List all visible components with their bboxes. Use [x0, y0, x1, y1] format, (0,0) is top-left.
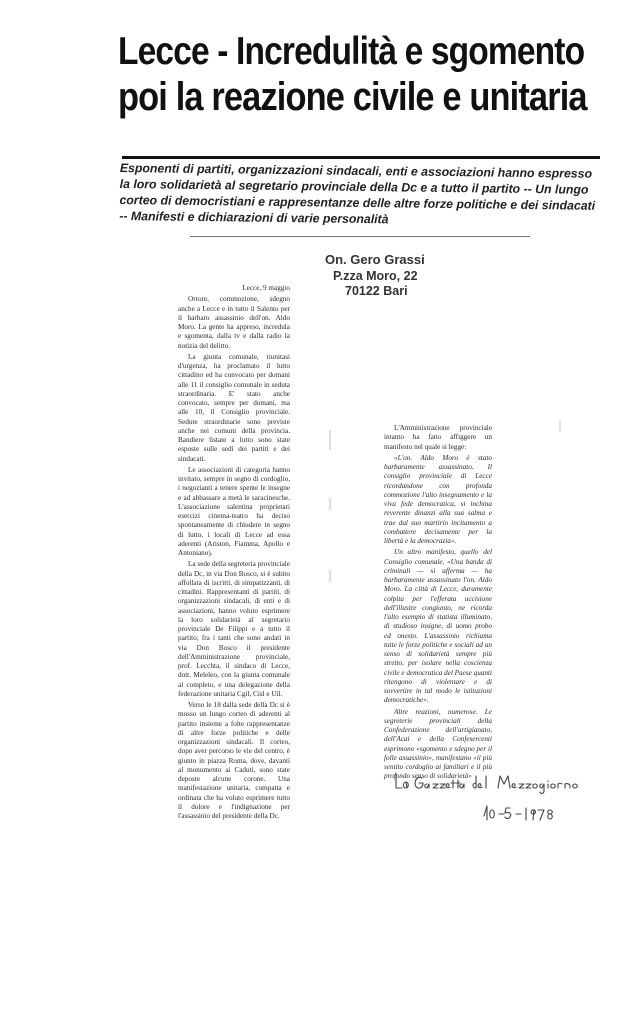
subheadline: Esponenti di partiti, organizzazioni sindacali, enti e associazioni hanno espresso la loro solidarietà al segretario provinciale della Dc e a tutto il partito -- Un lungo corteo di democristiani e rappresentanze delle altre forze politiche e dei sindacati -- Manifesti e dichiarazioni di varie personalità — [119, 160, 596, 227]
handwritten-source-note — [392, 770, 592, 830]
paragraph: Le associazioni di categoria hanno invitato, sempre in segno di cordoglio, i negozianti a tenere spente le insegne e ad abbassare a metà le saracinesche. L'associazione salentina proprietari esercizi cinema-teatro ha deciso spontaneamente di chiudere in segno di lutto, i locali di Lecce ad essa aderenti (Ariston, Fiamma, Apollo e Antoniano). — [178, 465, 290, 557]
stamp-name: On. Gero Grassi — [325, 252, 425, 267]
paragraph: La giunta comunale, riunitasi d'urgenza, ha proclamato il lutto cittadino ed ha convocato per domani alle 11 il consiglio comunale in seduta straordinaria. E' stato anche convocato, sempre per domani, ma alle 10, il Consiglio provinciale. Sedute straordinarie sono previste anche nei comuni della provincia. Bandiere listate a lutto sono state esposte sulle sedi dei partiti e dei sindacati. — [178, 352, 290, 463]
paragraph: La sede della segreteria provinciale della Dc, in via Don Bosco, si è subito affollata di iscritti, di simpatizzanti, di cittadini. Rappresentanti di partiti, di organizzazioni sindacali, di enti e di associazioni, hanno voluto esprimere la loro solidarietà al segretario provinciale De Filippi e a tutto il partito; fra i tanti che sono andati in via Don Bosco il presidente dell'Amministrazione provinciale, prof. Lecchta, il sindaco di Lecce, dott. Meleleo, con la giunta comunale al completo, e una delegazione della federazione unitaria Cgil, Cisl e Uil. — [178, 560, 290, 698]
paragraph: Verso le 18 dalla sede della Dc si è mosso un lungo corteo di aderenti al partito insieme a folte rappresentanze di altre forze politiche e delle organizzazioni sindacali. Il corteo, dopo aver percorso le vie del centro, è giunto in piazza Roma, dove, davanti al monumento ai Caduti, sono state deposte alcune corone. Una manifestazione unitaria, compatta e ordinata che ha voluto esprimere tutto il dolore e l'indignazione per l'assassinio del presidente della Dc. — [178, 701, 290, 820]
stamp-city: 70122 Bari — [345, 284, 408, 298]
paragraph: Altre reazioni, numerose. Le segreterie provinciali della Confederazione dell'artigianato, dell'Acai e della Confesercenti esprimono «sgomento e sdegno per il folle assassinio», manifestano «il più sentito cordoglio ai familiari e il più profondo senso di solidarietà» — [384, 707, 492, 781]
headline-line-2: poi la reazione civile e unitaria — [118, 75, 587, 119]
headline-line-1: Lecce - Incredulità e sgomento — [118, 30, 585, 73]
paragraph: L'Amministrazione provinciale intanto ha fatto affiggere un manifesto nel quale si legge: — [384, 424, 492, 451]
paragraph: Un altro manifesto, quello del Consiglio comunale, «Una banda di criminali — si afferma — ha barbaramente assassinato l'on. Aldo Moro. La città di Lecce, duramente colpita per l'efferata uccisione dell'illustre congiunto, ne ricorda l'alto esempio di statista illuminato, di studioso insigne, di uomo probo ed onesto. L'assassinio richiama tutte le forze politiche e sociali ad un senso di solidarietà sempre più stretto, per isolare nella coscienza civile e democratica del Paese quanti ritengono di violentare e di sovvertire in tal modo le istituzioni democratiche». — [384, 548, 492, 705]
paragraph: «L'on. Aldo Moro è stato barbaramente assassinato. Il consiglio provinciale di Lecce ricordandone con profonda commozione l'alto insegnamento e la viva fede democratica, si inchina reverente dinanzi alla sua salma e trae dal suo martirio incitamento a combattere decisamente per la libertà e la democrazia». — [384, 453, 492, 545]
paragraph: Orrore, commozione, sdegno anche a Lecce e in tutto il Salento per il barbaro assassinio dell'on. Aldo Moro. La gente ha appreso, incredula e sgomenta, dalla tv e dalla radio la notizia del delitto. — [178, 295, 290, 350]
stamp-street: P.zza Moro, 22 — [333, 269, 418, 283]
dateline: Lecce, 9 maggio — [242, 284, 290, 292]
